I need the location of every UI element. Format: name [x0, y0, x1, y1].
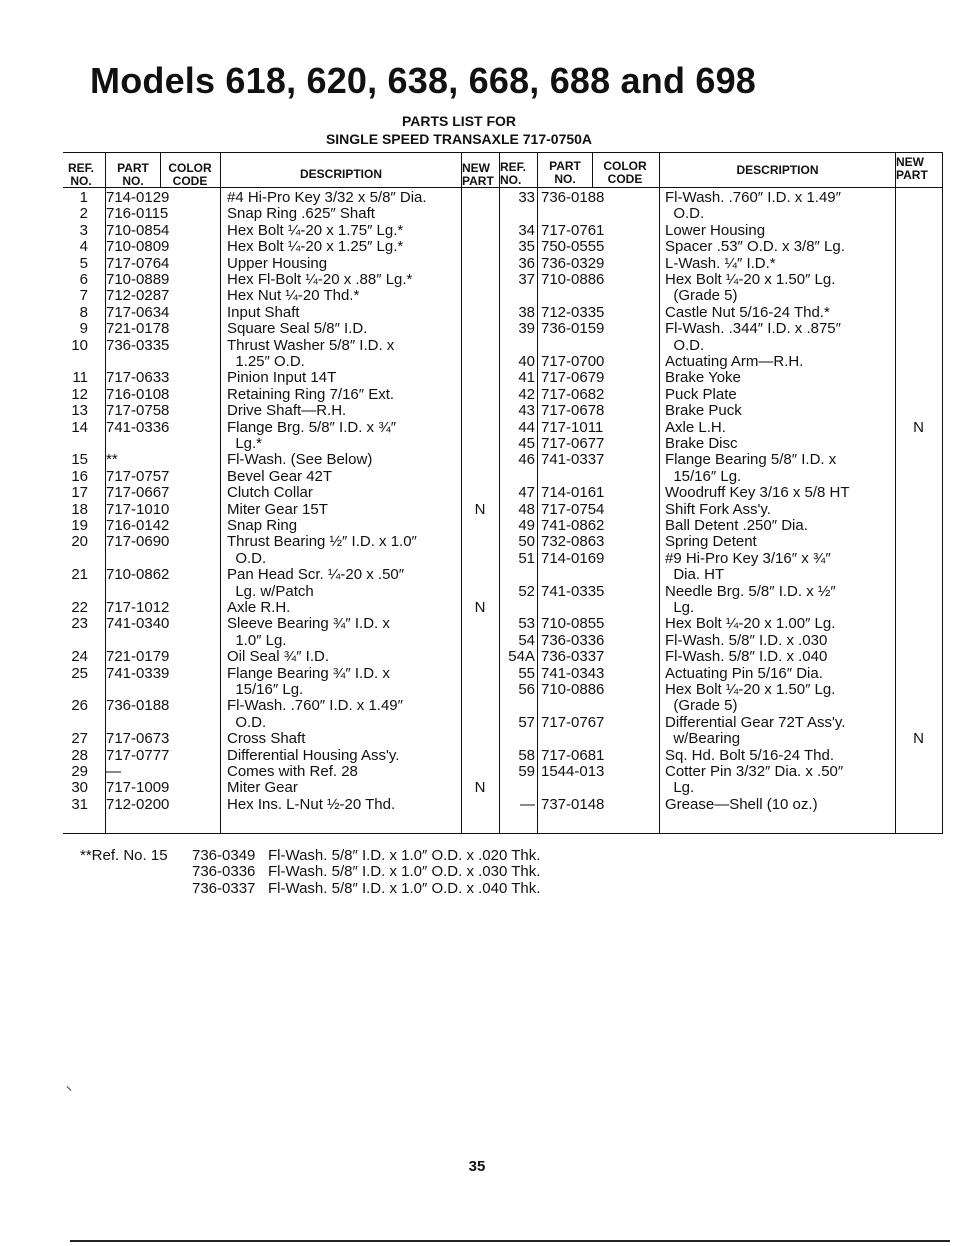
ref-no: 59	[518, 763, 535, 780]
ref-no: 58	[518, 746, 535, 764]
part-no: 741-0340	[106, 615, 170, 633]
part-no: 710-0809	[106, 238, 170, 256]
ref-no: 56	[518, 681, 535, 698]
footnote-row	[80, 848, 540, 864]
description-line: Square Seal 5/8″ I.D.	[227, 320, 368, 338]
table-bottom-rule	[63, 833, 943, 834]
ref-no: 5	[79, 254, 88, 272]
description-line: Snap Ring .625″ Shaft	[227, 205, 375, 223]
description-line: Hex Bolt ¼-20 x 1.25″ Lg.*	[227, 238, 404, 256]
description-line: (Grade 5)	[665, 287, 738, 305]
ref-no: 24	[71, 648, 88, 666]
footnote-ref: **Ref. No. 15	[80, 847, 168, 864]
ref-no: 38	[518, 303, 535, 321]
col-rule	[220, 152, 221, 834]
table-top-rule	[63, 152, 943, 153]
header-new-part: NEW PART	[462, 161, 494, 188]
header-description: DESCRIPTION	[736, 163, 819, 177]
description-line: Castle Nut 5/16-24 Thd.*	[665, 303, 830, 321]
header-part-no: PART NO.	[549, 159, 581, 186]
description-line: Shift Fork Ass'y.	[665, 500, 771, 518]
ref-no: 52	[518, 582, 535, 600]
description-line: Thrust Washer 5/8″ I.D. x	[227, 336, 395, 354]
col-rule	[461, 152, 462, 834]
header-description: DESCRIPTION	[299, 167, 382, 181]
description-line: Needle Brg. 5/8″ I.D. x ½″	[665, 582, 836, 600]
parts-table	[63, 152, 943, 834]
description-line: Brake Yoke	[665, 369, 741, 387]
ref-no: 4	[79, 238, 88, 256]
ref-no: 40	[518, 353, 535, 370]
ref-no: 34	[518, 221, 535, 239]
part-no: 717-0761	[541, 221, 605, 239]
part-no: 717-0754	[541, 500, 605, 518]
part-no: 721-0179	[106, 648, 170, 666]
part-no: 736-0159	[541, 320, 605, 338]
footnote-description: Fl-Wash. 5/8″ I.D. x 1.0″ O.D. x .040 Thk.	[268, 879, 541, 897]
description-line: O.D.	[227, 549, 267, 567]
new-part-flag: N	[474, 779, 486, 797]
ref-no: 8	[79, 303, 88, 321]
header-new-part: NEW PART	[896, 155, 928, 182]
part-no: 1544-013	[541, 763, 605, 780]
ref-no: 10	[71, 336, 88, 354]
part-no: 716-0142	[106, 517, 170, 534]
part-no: 717-0667	[106, 484, 170, 502]
ref-no: 37	[518, 271, 535, 288]
bottom-rule	[70, 1240, 950, 1242]
ref-no: 27	[71, 730, 88, 748]
part-no: 736-0337	[541, 648, 605, 666]
description-line: Brake Puck	[665, 402, 742, 420]
description-line: 15/16″ Lg.	[227, 681, 304, 698]
ref-no: 35	[518, 238, 535, 256]
description-line: (Grade 5)	[665, 697, 738, 715]
part-no: 710-0855	[541, 615, 605, 633]
part-no: 741-0862	[541, 517, 605, 534]
description-line: Lg.*	[227, 435, 263, 452]
ref-no: 12	[71, 385, 88, 403]
description-line: Sleeve Bearing ¾″ I.D. x	[227, 615, 390, 633]
header-color-code: COLOR CODE	[168, 161, 212, 188]
ref-no: 47	[518, 484, 535, 502]
description-line: Woodruff Key 3/16 x 5/8 HT	[665, 484, 850, 502]
ref-no: 21	[71, 566, 88, 584]
description-line: #4 Hi-Pro Key 3/32 x 5/8″ Dia.	[227, 189, 427, 206]
col-rule	[160, 152, 161, 188]
part-no: 717-0679	[541, 369, 605, 387]
part-no: 736-0329	[541, 254, 605, 272]
footnote-part-no: 736-0337	[192, 879, 256, 897]
col-rule	[659, 152, 660, 834]
description-line: Hex Bolt ¼-20 x 1.50″ Lg.	[665, 681, 836, 698]
description-line: Puck Plate	[665, 385, 737, 403]
part-no: 717-0634	[106, 303, 170, 321]
part-no: 732-0863	[541, 533, 605, 551]
description-line: Hex Nut ¼-20 Thd.*	[227, 287, 360, 305]
part-no: 717-1011	[541, 418, 604, 436]
description-line: Actuating Arm—R.H.	[665, 353, 804, 370]
subtitle-transaxle: SINGLE SPEED TRANSAXLE 717-0750A	[325, 131, 593, 147]
footnote-description: Fl-Wash. 5/8″ I.D. x 1.0″ O.D. x .030 Thk.	[268, 863, 541, 881]
description-line: Bevel Gear 42T	[227, 467, 333, 485]
description-line: Miter Gear	[227, 779, 298, 797]
part-no: —	[106, 763, 121, 780]
part-no: 717-0764	[106, 254, 170, 272]
ref-no: 9	[79, 320, 88, 338]
description-line: Pan Head Scr. ¼-20 x .50″	[227, 566, 405, 584]
header-color-code: COLOR CODE	[603, 159, 647, 186]
description-line: O.D.	[665, 336, 705, 354]
description-line: Hex Bolt ¼-20 x 1.50″ Lg.	[665, 271, 836, 288]
part-no: 736-0336	[541, 631, 605, 649]
description-line: Upper Housing	[227, 254, 328, 272]
part-no: 717-0681	[541, 746, 605, 764]
description-line: Miter Gear 15T	[227, 500, 328, 518]
description-line: Hex Bolt ¼-20 x 1.00″ Lg.	[665, 615, 836, 633]
description-line: Axle R.H.	[227, 599, 291, 616]
ref-no: 33	[518, 189, 535, 206]
description-line: Dia. HT	[665, 566, 725, 584]
part-no: 710-0889	[106, 271, 170, 288]
description-line: Cotter Pin 3/32″ Dia. x .50″	[665, 763, 844, 780]
ref-no: 14	[71, 418, 88, 436]
description-line: Pinion Input 14T	[227, 369, 337, 387]
ref-no: 25	[71, 664, 88, 682]
part-no: 741-0337	[541, 451, 605, 469]
description-line: Snap Ring	[227, 517, 298, 534]
part-no: 717-0682	[541, 385, 605, 403]
description-line: Flange Bearing ¾″ I.D. x	[227, 664, 390, 682]
part-no: 741-0335	[541, 582, 605, 600]
part-no: 717-0673	[106, 730, 170, 748]
ref-no: 43	[518, 402, 535, 420]
ref-no: 22	[71, 599, 88, 616]
part-no: 717-0678	[541, 402, 605, 420]
part-no: 721-0178	[106, 320, 170, 338]
ref-no: 26	[71, 697, 88, 715]
description-line: Fl-Wash. .760″ I.D. x 1.49″	[227, 697, 403, 715]
ref-no: 54A	[508, 648, 535, 666]
ref-no: 2	[79, 205, 88, 223]
ref-no: 48	[518, 500, 535, 518]
ref-no: 16	[71, 467, 88, 485]
description-line: Actuating Pin 5/16″ Dia.	[665, 664, 823, 682]
description-line: 1.25″ O.D.	[227, 353, 305, 370]
description-line: Flange Bearing 5/8″ I.D. x	[665, 451, 837, 469]
header-ref-no: REF. NO.	[67, 161, 94, 188]
ref-no: 29	[71, 763, 88, 780]
ref-no: 28	[71, 746, 88, 764]
subtitle-parts-list: PARTS LIST FOR	[401, 113, 517, 129]
part-no: 741-0343	[541, 664, 605, 682]
description-line: Hex Fl-Bolt ¼-20 x .88″ Lg.*	[227, 271, 413, 288]
footnote-part-no: 736-0349	[192, 847, 256, 864]
footnote-row	[80, 881, 540, 897]
description-line: Comes with Ref. 28	[227, 763, 358, 780]
description-line: Spacer .53″ O.D. x 3/8″ Lg.	[665, 238, 845, 256]
description-line: Clutch Collar	[227, 484, 313, 502]
part-no: 712-0200	[106, 795, 170, 813]
part-no: 710-0886	[541, 681, 605, 698]
ref-no: 23	[71, 615, 88, 633]
ref-no: 36	[518, 254, 535, 272]
part-no: 716-0108	[106, 385, 170, 403]
part-no: 710-0862	[106, 566, 170, 584]
part-no: 717-0758	[106, 402, 170, 420]
ref-no: 44	[518, 418, 535, 436]
part-no: 717-0677	[541, 435, 605, 452]
description-line: L-Wash. ¼″ I.D.*	[665, 254, 776, 272]
description-line: Brake Disc	[665, 435, 738, 452]
ref-no: 55	[518, 664, 535, 682]
description-line: Differential Housing Ass'y.	[227, 746, 400, 764]
new-part-flag: N	[913, 418, 924, 436]
ref-no: 18	[71, 500, 88, 518]
description-line: Input Shaft	[227, 303, 300, 321]
part-no: 714-0129	[106, 189, 170, 206]
footnote	[80, 848, 540, 897]
description-line: Flange Brg. 5/8″ I.D. x ¾″	[227, 418, 397, 436]
ref-no: 49	[518, 517, 535, 534]
ref-no: 3	[79, 221, 88, 239]
description-line: Oil Seal ¾″ I.D.	[227, 648, 330, 666]
new-part-flag: N	[474, 500, 486, 518]
page-title: Models 618, 620, 638, 668, 688 and 698	[90, 60, 757, 101]
ref-no: 54	[518, 631, 535, 649]
ref-no: 30	[71, 779, 88, 797]
description-line: Lg.	[665, 599, 695, 616]
description-line: Ball Detent .250″ Dia.	[665, 517, 808, 534]
ref-no: 15	[71, 451, 88, 469]
part-no: 712-0335	[541, 303, 605, 321]
ref-no: 39	[518, 320, 535, 338]
part-no: 710-0854	[106, 221, 170, 239]
ref-no: 50	[518, 533, 535, 551]
description-line: 1.0″ Lg.	[227, 631, 287, 649]
footnote-part-no: 736-0336	[192, 863, 256, 881]
description-line: Fl-Wash. 5/8″ I.D. x .040	[665, 648, 828, 666]
description-line: Lg. w/Patch	[227, 582, 314, 600]
ref-no: 53	[518, 615, 535, 633]
part-no: 717-1012	[106, 599, 170, 616]
part-no: 717-0700	[541, 353, 605, 370]
ref-no: 13	[71, 402, 88, 420]
description-line: Grease—Shell (10 oz.)	[665, 795, 818, 813]
description-line: 15/16″ Lg.	[665, 467, 742, 485]
part-no: 736-0188	[541, 189, 605, 206]
description-line: Axle L.H.	[665, 418, 726, 436]
description-line: Drive Shaft—R.H.	[227, 402, 347, 420]
part-no: 736-0188	[106, 697, 170, 715]
description-line: Fl-Wash. .760″ I.D. x 1.49″	[665, 189, 841, 206]
header-part-no: PART NO.	[117, 161, 149, 188]
ref-no: 11	[72, 369, 88, 387]
part-no: 717-1010	[106, 500, 170, 518]
part-no: 710-0886	[541, 271, 605, 288]
part-no: 714-0161	[541, 484, 605, 502]
col-rule	[592, 152, 593, 188]
footnote-description: Fl-Wash. 5/8″ I.D. x 1.0″ O.D. x .020 Thk.	[268, 847, 541, 864]
stray-mark	[67, 1086, 72, 1091]
part-no: 716-0115	[106, 205, 169, 223]
description-line: Differential Gear 72T Ass'y.	[665, 713, 846, 731]
part-no: 717-1009	[106, 779, 170, 797]
description-line: O.D.	[665, 205, 705, 223]
description-line: Fl-Wash. 5/8″ I.D. x .030	[665, 631, 828, 649]
part-no: **	[106, 451, 118, 469]
ref-no: 7	[79, 287, 88, 305]
ref-no: —	[520, 795, 535, 813]
footnote-row	[80, 864, 540, 880]
part-no: 736-0335	[106, 336, 170, 354]
part-no: 717-0757	[106, 467, 170, 485]
ref-no: 31	[71, 795, 88, 813]
description-line: Spring Detent	[665, 533, 757, 551]
part-no: 741-0336	[106, 418, 170, 436]
description-line: Lg.	[665, 779, 695, 797]
description-line: Sq. Hd. Bolt 5/16-24 Thd.	[665, 746, 834, 764]
ref-no: 19	[71, 517, 88, 534]
ref-no: 20	[71, 533, 88, 551]
ref-no: 6	[79, 271, 88, 288]
col-rule	[537, 152, 538, 834]
part-no: 714-0169	[541, 549, 605, 567]
part-no: 712-0287	[106, 287, 170, 305]
ref-no: 1	[79, 189, 88, 206]
part-no: 750-0555	[541, 238, 605, 256]
part-no: 717-0690	[106, 533, 170, 551]
description-line: Hex Bolt ¼-20 x 1.75″ Lg.*	[227, 221, 404, 239]
part-no: 741-0339	[106, 664, 170, 682]
ref-no: 45	[518, 435, 535, 452]
part-no: 717-0767	[541, 713, 605, 731]
description-line: Retaining Ring 7/16″ Ext.	[227, 385, 395, 403]
ref-no: 46	[518, 451, 535, 469]
description-line: Fl-Wash. .344″ I.D. x .875″	[665, 320, 841, 338]
description-line: Cross Shaft	[227, 730, 306, 748]
part-no: 737-0148	[541, 795, 605, 813]
description-line: O.D.	[227, 713, 267, 731]
description-line: Hex Ins. L-Nut ½-20 Thd.	[227, 795, 396, 813]
part-no: 717-0633	[106, 369, 170, 387]
description-line: w/Bearing	[665, 730, 741, 748]
description-line: Lower Housing	[665, 221, 766, 239]
ref-no: 42	[518, 385, 535, 403]
description-line: Fl-Wash. (See Below)	[227, 451, 373, 469]
description-line: #9 Hi-Pro Key 3/16″ x ¾″	[665, 549, 831, 567]
ref-no: 51	[518, 549, 535, 567]
ref-no: 41	[518, 369, 535, 387]
page-number: 35	[468, 1158, 486, 1175]
col-rule	[942, 152, 943, 834]
new-part-flag: N	[913, 730, 924, 748]
part-no: 717-0777	[106, 746, 170, 764]
ref-no: 17	[71, 484, 88, 502]
ref-no: 57	[518, 713, 535, 731]
new-part-flag: N	[474, 599, 486, 616]
description-line: Thrust Bearing ½″ I.D. x 1.0″	[227, 533, 417, 551]
header-ref-no: REF. NO.	[500, 160, 527, 187]
